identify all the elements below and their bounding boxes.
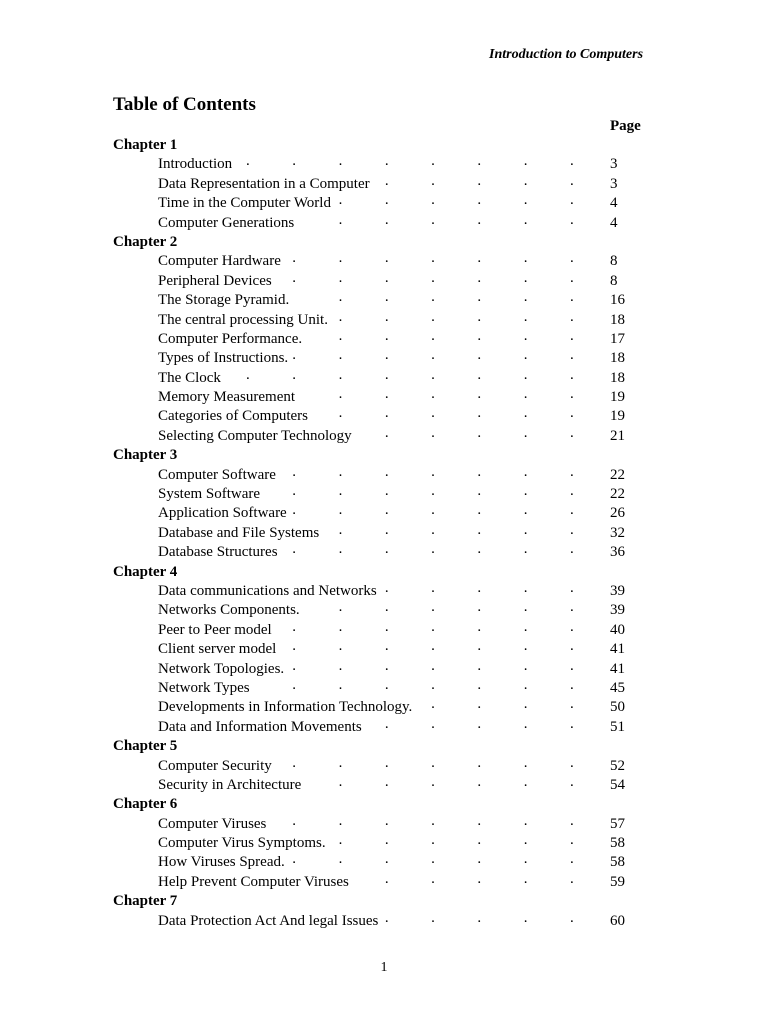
- page-title: Table of Contents: [113, 94, 256, 115]
- dot-leader: . . . . . . . .: [246, 153, 574, 170]
- toc-entry-page: 52: [610, 757, 625, 774]
- toc-entry-title: Application Software: [158, 505, 287, 522]
- toc-entry-page: 17: [610, 330, 625, 347]
- dot-leader: . . . . . . .: [292, 269, 574, 286]
- dot-leader: . . . . . .: [338, 327, 574, 344]
- toc-entry-page: 18: [610, 369, 625, 386]
- toc-entry-title: System Software: [158, 486, 261, 503]
- toc-entry-page: 60: [610, 912, 625, 929]
- dot-leader: . . . . . . .: [292, 676, 574, 693]
- running-header: Introduction to Computers: [489, 47, 644, 62]
- toc-entry-page: 19: [610, 389, 625, 406]
- toc-entry-page: 39: [610, 602, 625, 619]
- toc-entry: [0, 909, 768, 931]
- toc-entry-title: The Clock: [158, 369, 221, 386]
- chapter-heading: Chapter 2: [113, 233, 178, 250]
- toc-entry-page: 8: [610, 253, 618, 270]
- dot-leader: . . . . . . .: [292, 851, 574, 868]
- toc-entry-page: 3: [610, 175, 618, 192]
- toc-entry-title: Network Topologies.: [158, 660, 285, 677]
- toc-entry-title: Computer Virus Symptoms.: [158, 835, 326, 852]
- dot-leader: . . . . .: [384, 715, 574, 732]
- toc-entry-page: 3: [610, 156, 618, 173]
- dot-leader: . . . . . .: [338, 599, 574, 616]
- toc-entry-title: Time in the Computer World: [158, 195, 331, 212]
- toc-entry-title: Networks Components.: [158, 602, 300, 619]
- dot-leader: . . . . . . .: [292, 463, 574, 480]
- toc-entry-page: 18: [610, 350, 625, 367]
- toc-entry-page: 36: [610, 544, 625, 561]
- toc-entry-title: Categories of Computers: [158, 408, 308, 425]
- toc-entry-page: 41: [610, 641, 625, 658]
- dot-leader: . . . . .: [384, 172, 574, 189]
- toc-entry-page: 39: [610, 582, 625, 599]
- toc-entry-page: 54: [610, 776, 625, 793]
- page-column-label: Page: [610, 118, 641, 134]
- toc-entry-title: Database Structures: [158, 544, 278, 561]
- chapter-heading: Chapter 4: [113, 563, 178, 580]
- dot-leader: . . . . .: [384, 870, 574, 887]
- toc-entry: [0, 870, 768, 892]
- dot-leader: . . . . . .: [338, 192, 574, 209]
- toc-entry-page: 59: [610, 873, 625, 890]
- toc-entry-page: 41: [610, 660, 625, 677]
- chapter-heading: Chapter 3: [113, 447, 178, 464]
- dot-leader: . . . . . . .: [292, 754, 574, 771]
- toc-entry-page: 40: [610, 621, 625, 638]
- dot-leader: . . . . . . .: [292, 347, 574, 364]
- toc-entry-page: 32: [610, 524, 625, 541]
- page-number: 1: [380, 960, 388, 975]
- toc-entry: [0, 424, 768, 446]
- dot-leader: . . . . . .: [338, 308, 574, 325]
- dot-leader: . . . . . . . .: [246, 366, 574, 383]
- toc-entry-title: The central processing Unit.: [158, 311, 328, 328]
- toc-entry-page: 58: [610, 835, 625, 852]
- toc-entry: [0, 543, 768, 562]
- toc-entry-title: Data and Information Movements: [158, 718, 362, 735]
- toc-entry-title: Computer Hardware: [158, 253, 281, 270]
- toc-entry-title: Data Representation in a Computer: [158, 175, 370, 192]
- table-of-contents: [0, 136, 768, 931]
- toc-entry-title: Data communications and Networks: [158, 582, 377, 599]
- toc-entry-page: 22: [610, 486, 625, 503]
- chapter-heading: Chapter 7: [113, 893, 178, 910]
- toc-entry-title: Computer Generations: [158, 214, 295, 231]
- toc-entry: [0, 211, 768, 233]
- dot-leader: . . . . . . .: [292, 812, 574, 829]
- toc-entry-title: How Viruses Spread.: [158, 854, 285, 871]
- toc-entry-title: Computer Performance.: [158, 330, 303, 347]
- toc-entry-page: 26: [610, 505, 625, 522]
- dot-leader: . . . . . . .: [292, 657, 574, 674]
- toc-entry-page: 21: [610, 427, 625, 444]
- toc-entry-title: Computer Software: [158, 466, 276, 483]
- toc-entry-title: Security in Architecture: [158, 776, 302, 793]
- dot-leader: . . . .: [431, 696, 574, 713]
- dot-leader: . . . . .: [384, 909, 574, 926]
- dot-leader: . . . . . .: [338, 832, 574, 849]
- toc-entry-title: Database and File Systems: [158, 524, 320, 541]
- toc-entry-title: Memory Measurement: [158, 389, 296, 406]
- toc-entry-page: 16: [610, 292, 625, 309]
- toc-entry-title: Data Protection Act And legal Issues: [158, 912, 379, 929]
- dot-leader: . . . . . .: [338, 289, 574, 306]
- chapter-heading: Chapter 1: [113, 137, 178, 153]
- toc-entry-title: Introduction: [158, 156, 233, 173]
- toc-entry-title: Computer Viruses: [158, 815, 267, 832]
- toc-entry-title: Types of Instructions.: [158, 350, 289, 367]
- toc-entry-page: 19: [610, 408, 625, 425]
- dot-leader: . . . . . . .: [292, 541, 574, 558]
- toc-entry-title: Peripheral Devices: [158, 272, 272, 289]
- toc-entry-page: 50: [610, 699, 625, 716]
- dot-leader: . . . . . . .: [292, 483, 574, 500]
- dot-leader: . . . . . . .: [292, 618, 574, 635]
- dot-leader: . . . . . . .: [292, 250, 574, 267]
- dot-leader: . . . . . .: [338, 405, 574, 422]
- dot-leader: . . . . . .: [338, 211, 574, 228]
- toc-entry-title: Computer Security: [158, 757, 272, 774]
- toc-entry-title: Peer to Peer model: [158, 621, 272, 638]
- dot-leader: . . . . .: [384, 424, 574, 441]
- toc-entry-title: The Storage Pyramid.: [158, 292, 290, 309]
- toc-entry-page: 18: [610, 311, 625, 328]
- chapter-heading: Chapter 5: [113, 738, 178, 755]
- toc-entry-page: 4: [610, 214, 618, 231]
- toc-entry-page: 45: [610, 679, 625, 696]
- toc-entry-page: 58: [610, 854, 625, 871]
- toc-entry-title: Client server model: [158, 641, 277, 658]
- toc-entry-page: 57: [610, 815, 625, 832]
- dot-leader: . . . . . . .: [292, 502, 574, 519]
- dot-leader: . . . . . .: [338, 521, 574, 538]
- dot-leader: . . . . .: [384, 579, 574, 596]
- dot-leader: . . . . . .: [338, 386, 574, 403]
- toc-entry: [0, 715, 768, 737]
- toc-entry-page: 8: [610, 272, 618, 289]
- toc-entry-title: Selecting Computer Technology: [158, 427, 352, 444]
- toc-entry-page: 51: [610, 718, 625, 735]
- toc-entry-page: 22: [610, 466, 625, 483]
- toc-entry-page: 4: [610, 195, 618, 212]
- dot-leader: . . . . . .: [338, 773, 574, 790]
- toc-entry-title: Network Types: [158, 679, 250, 696]
- toc-entry-title: Developments in Information Technology.: [158, 699, 413, 716]
- toc-entry-title: Help Prevent Computer Viruses: [158, 873, 349, 890]
- toc-entry: [0, 773, 768, 795]
- dot-leader: . . . . . . .: [292, 638, 574, 655]
- chapter-heading: Chapter 6: [113, 796, 178, 813]
